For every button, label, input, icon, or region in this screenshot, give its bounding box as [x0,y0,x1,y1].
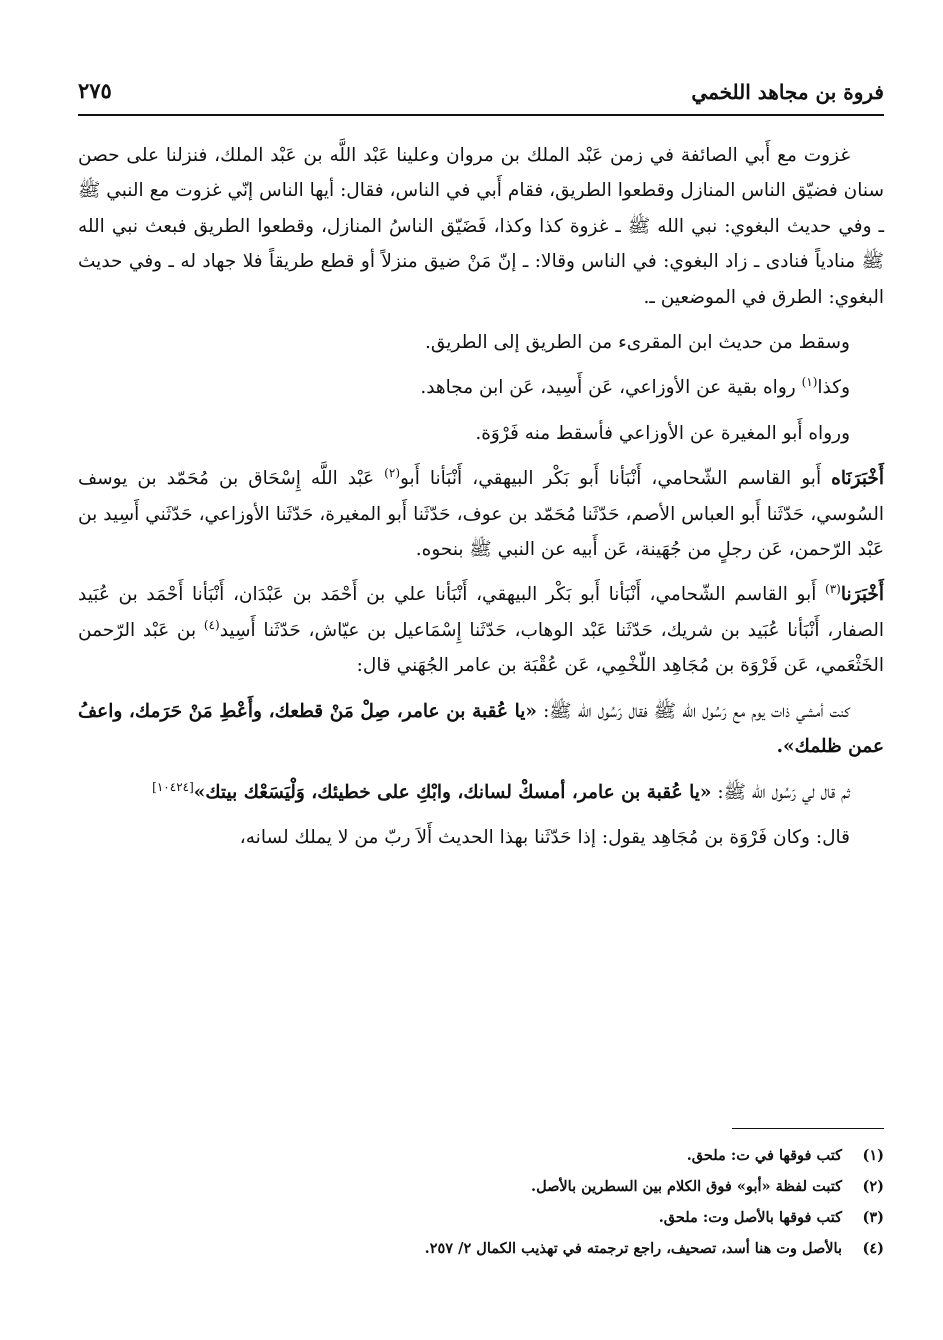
footnote-text: بالأصل وت هنا أسد، تصحيف، راجع ترجمته في تهذيب الكمال ٢/ ٢٥٧. [424,1240,842,1257]
paragraph-1-text: غزوت مع أَبي الصائفة في زمن عَبْد الملك بن مروان وعلينا عَبْد اللَّه بن عَبْد الملك، فنزلنا على حصن سنان فضيّق الناس المنازل وقطعوا الطريق، فقام أَبي في الناس، فقال: أيها الناس إنّي غزوت مع النبي ﷺ ـ وفي حديث البغوي: نبي الله ﷺ ـ غزوة كذا وكذا، فَضَيّق الناسُ المنازل، وقطعوا الطريق فبعث نبي الله ﷺ منادياً فنادى ـ زاد البغوي: في الناس وقالا: ـ إنّ مَنْ ضيق منزلاً أو قطع طريقاً فلا جهاد له ـ وفي حديث البغوي: الطرق في الموضعين ـ. [78,145,884,308]
footnote-rule [732,1128,884,1129]
paragraph-8-hadith: «يا عُقبة بن عامر، أمسكْ لسانك، وابْكِ على خطيئك، وَلْيَسَعْك بيتك» [193,781,712,803]
paragraph-6-part-a: أَبو القاسم الشّحامي، أَنْبَأنا أَبو بَكْر البيهقي، أَنْبَأنا علي بن أَحْمَد بن عَبْدَان، أَنْبَأنا أَحْمَد بن عُبَيد الصفار، أَنْبَأنا عُبَيد بن شريك، حَدّثَنا عَبْد الوهاب، حَدّثَنا إِسْمَاعيل بن عيّاش، حَدّثَنا أَسِيد [78,584,884,641]
footnote-1 [78,1140,884,1171]
paragraph-4-text: ورواه أَبو المغيرة عن الأوزاعي فأسقط منه فَرْوَة. [475,422,850,444]
paragraph-5-part-b: عَبْد اللَّه إِسْحَاق بن مُحَمّد بن يوسف السُوسي، حَدّثَنا أَبو العباس الأصم، حَدّثَنا مُحَمّد بن عوف، حَدّثَنا أَبو المغيرة، حَدّثَنا الأوزاعي، حَدّثَني أَسِيد بن عَبْد الرّحمن، عَن رجلٍ من جُهَينة، عَن أَبيه عن النبي ﷺ بنحوه. [78,468,884,561]
paragraph-7 [78,694,884,765]
paragraph-6 [78,577,884,683]
main-text [78,138,884,865]
footnote-ref-3[interactable]: (٣) [825,582,841,597]
paragraph-5-part-a: أَبو القاسم الشّحامي، أَنْبَأنا أَبو بَكْر البيهقي، أَنْبَأنا أَبو [400,468,832,490]
footnote-ref-2[interactable]: (٢) [384,466,400,481]
footnote-number: (٤) [862,1240,884,1257]
hadith-number: [١٠٤٢٤] [152,779,194,794]
running-header [78,70,884,112]
footnote-4 [78,1233,884,1264]
running-title: فروة بن مجاهد اللخمي [691,80,884,104]
paragraph-3-post: رواه بقية عن الأوزاعي، عَن أَسِيد، عَن ابن مجاهد. [420,377,802,399]
paragraph-2-text: وسقط من حديث ابن المقرىء من الطريق إلى الطريق. [425,332,850,354]
paragraph-1 [78,138,884,315]
paragraph-3 [78,370,884,405]
header-rule [78,114,884,116]
paragraph-8-plain: ثم قال لي رَسُول الله ﷺ: [711,781,850,803]
footnote-2 [78,1171,884,1202]
paragraph-5-lead: أَخْبَرَنَاه [831,468,884,490]
paragraph-7-plain: كنت أمشي ذات يوم مع رَسُول الله ﷺ فقال رَسُول الله ﷺ: [536,700,850,722]
paragraph-6-part-b: بن عَبْد الرّحمن الخَثْعَمي، عَن فَرْوَة بن مُجَاهِد اللّخْمِي، عَن عُقْبَة بن عامر الجُهَني قال: [78,619,884,677]
page-number: ٢٧٥ [78,78,112,103]
footnote-text: كتب فوقها بالأصل وت: ملحق. [658,1209,842,1226]
paragraph-9 [78,820,884,855]
footnote-text: كتبت لفظة «أبو» فوق الكلام بين السطرين بالأصل. [531,1178,842,1195]
footnote-number: (٢) [862,1178,884,1195]
paragraph-4 [78,416,884,451]
paragraph-8 [78,775,884,810]
footnotes [78,1140,884,1264]
footnote-ref-4[interactable]: (٤) [203,617,220,632]
footnote-text: كتب فوقها في ت: ملحق. [686,1147,842,1164]
paragraph-6-lead: أَخْبَرَنا [840,584,884,606]
paragraph-2 [78,325,884,360]
paragraph-9-text: قال: وكان فَرْوَة بن مُجَاهِد يقول: إذا حَدّثَنا بهذا الحديث أَلاَ ربّ من لا يملك لسانه، [239,826,850,848]
footnote-ref-1[interactable]: (١) [801,375,818,390]
footnote-number: (١) [862,1147,884,1164]
footnote-number: (٣) [862,1209,884,1226]
paragraph-5 [78,461,884,567]
footnote-3 [78,1202,884,1233]
paragraph-3-pre: وكذا [817,377,850,399]
paragraph-7-hadith: «يا عُقبة بن عامر، صِلْ مَنْ قطعك، وأَعْطِ مَنْ حَرَمك، واعفُ عمن ظلمك». [78,700,884,758]
